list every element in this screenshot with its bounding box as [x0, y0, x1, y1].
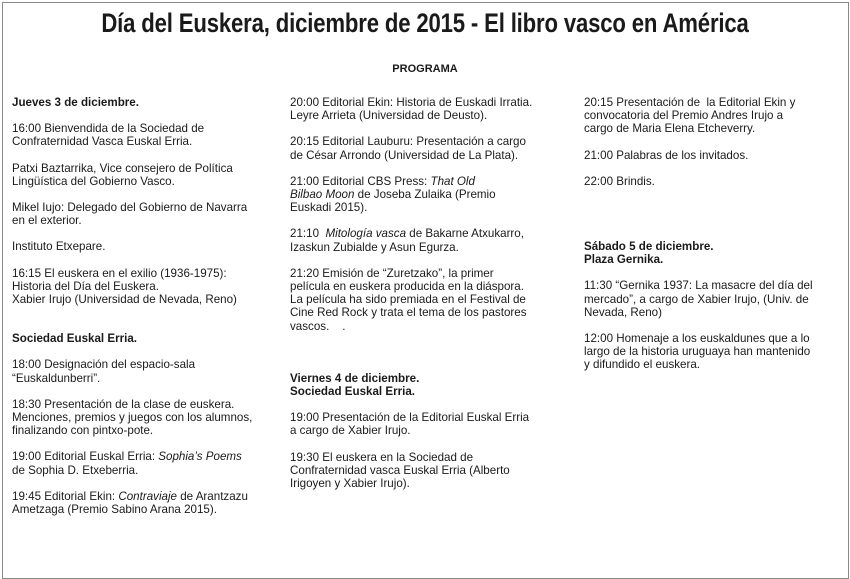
event-line: 12:00 Homenaje a los euskaldunes que a lo [584, 332, 810, 346]
event-line: Confraternidad Vasca Euskal Erria. [12, 135, 193, 149]
event-text: de Bakarne Atxukarro, [406, 227, 524, 241]
event-line: Euskadi 2015). [290, 201, 368, 215]
event-sophias-poems [12, 450, 274, 476]
event-text: de Joseba Zulaika (Premio [354, 188, 496, 202]
event-iujo [12, 201, 274, 227]
book-title: That Old [430, 174, 475, 188]
event-line: 19:00 Presentación de la Editorial Euskal Erria [290, 411, 530, 425]
program-subtitle: PROGRAMA [392, 63, 458, 75]
event-line: 20:00 Editorial Ekin: Historia de Euskadi Irratia. [290, 96, 533, 109]
event-line: Irigoyen y Xabier Irujo). [290, 477, 410, 491]
event-homenaje [584, 332, 834, 372]
event-line: Leyre Arrieta (Universidad de Deusto). [290, 109, 488, 123]
event-designacion [12, 358, 274, 384]
book-title: Bilbao Moon [290, 188, 355, 202]
event-line [290, 188, 558, 201]
event-line: Izaskun Zubialde y Asun Egurza. [290, 240, 459, 254]
event-clase-euskera [12, 398, 274, 438]
day-title: Viernes 4 de diciembre. [290, 371, 420, 385]
event-line: Lingüística del Gobierno Vasco. [12, 174, 175, 188]
event-line: finalizando con pintxo-pote. [12, 424, 154, 438]
event-line: “Euskaldunberri”. [12, 371, 101, 385]
event-line: Nevada, Reno) [584, 305, 662, 319]
event-line: 16:00 Bienvendida de la Sociedad de [12, 122, 205, 136]
event-line: cargo de Maria Elena Etcheverry. [584, 122, 756, 136]
event-contraviaje [12, 490, 274, 516]
event-exilio [12, 267, 274, 307]
event-line [290, 227, 558, 240]
event-line: 18:30 Presentación de la clase de euskera. [12, 397, 235, 411]
event-palabras: 21:00 Palabras de los invitados. [584, 148, 749, 162]
book-title: Sophia’s Poems [158, 450, 242, 464]
day-title: Sábado 5 de diciembre. [584, 240, 714, 254]
venue-title: Sociedad Euskal Erria. [290, 385, 416, 399]
event-gernika-1937 [584, 279, 834, 319]
event-text: 21:10 [290, 227, 326, 241]
event-line: convocatoria del Premio Andres Irujo a [584, 109, 784, 123]
event-line: vascos. . [290, 319, 346, 333]
event-line: Menciones, premios y juegos con los alumnos, [12, 411, 253, 425]
event-euskadi-irratia [290, 96, 558, 122]
event-line: de César Arrondo (Universidad de La Plata). [290, 148, 519, 162]
event-mitologia-vasca [290, 227, 558, 253]
event-line [290, 175, 558, 188]
event-line: Patxi Baztarrika, Vice consejero de Política [12, 161, 233, 175]
event-line: y difundido el euskera. [584, 358, 701, 372]
event-etxepare: Instituto Etxepare. [12, 240, 106, 254]
event-line: en el exterior. [12, 214, 82, 228]
event-line: 18:00 Designación del espacio-sala [12, 358, 196, 372]
column-3 [584, 96, 834, 385]
event-line: película en euskera producida en la diáspora. [290, 280, 524, 294]
event-euskera-sociedad [290, 451, 558, 491]
event-line: 19:30 El euskera en la Sociedad de [290, 450, 474, 464]
event-line: 20:15 Editorial Lauburu: Presentación a cargo [290, 135, 526, 149]
event-line: 20:15 Presentación de la Editorial Ekin y [584, 96, 796, 109]
column-2 [290, 96, 558, 503]
event-text: 19:00 Editorial Euskal Erria: [12, 450, 159, 464]
event-line [12, 450, 274, 463]
event-line: Historia del Día del Euskera. [12, 279, 159, 293]
event-cbs-press [290, 175, 558, 215]
event-line: de Sophia D. Etxeberria. [12, 463, 139, 477]
event-baztarrika [12, 162, 274, 188]
event-line: Confraternidad vasca Euskal Erria (Alberto [290, 463, 510, 477]
event-text: 21:00 Editorial CBS Press: [290, 174, 431, 188]
event-line: 16:15 El euskera en el exilio (1936-1975): [12, 266, 227, 280]
event-welcome [12, 122, 274, 148]
event-line: 11:30 “Gernika 1937: La masacre del día del [584, 279, 813, 293]
event-brindis: 22:00 Brindis. [584, 174, 655, 188]
day-heading-friday [290, 372, 558, 398]
book-title: Mitología vasca [325, 227, 407, 241]
event-line [12, 490, 274, 503]
page-title: Día del Euskera, diciembre de 2015 - El libro vasco en América [101, 8, 749, 38]
event-zuretzako [290, 267, 558, 333]
column-1 [12, 96, 274, 529]
event-line: largo de la historia uruguaya han mantenido [584, 345, 811, 359]
event-editorial-ekin [584, 96, 834, 136]
event-line: Cine Red Rock y trata el tema de los pastores [290, 306, 527, 320]
event-line: 21:20 Emisión de “Zuretzako”, la primer [290, 266, 494, 280]
venue-heading-euskal-erria: Sociedad Euskal Erria. [12, 332, 138, 346]
day-heading-saturday [584, 240, 834, 266]
event-line: a cargo de Xabier Irujo. [290, 424, 411, 438]
event-line: La película ha sido premiada en el Festival de [290, 293, 526, 307]
event-text: de Arantzazu [177, 489, 248, 503]
event-line: Mikel Iujo: Delegado del Gobierno de Navarra [12, 201, 248, 215]
event-text: 19:45 Editorial Ekin: [12, 489, 119, 503]
event-line: mercado”, a cargo de Xabier Irujo, (Univ. de [584, 292, 809, 306]
event-line: Ametzaga (Premio Sabino Arana 2015). [12, 503, 217, 517]
event-line: Xabier Irujo (Universidad de Nevada, Reno) [12, 293, 237, 307]
book-title: Contraviaje [118, 489, 177, 503]
day-heading-thursday: Jueves 3 de diciembre. [12, 96, 139, 109]
event-lauburu [290, 135, 558, 161]
venue-title: Plaza Gernika. [584, 253, 664, 267]
event-editorial-euskal-erria [290, 411, 558, 437]
